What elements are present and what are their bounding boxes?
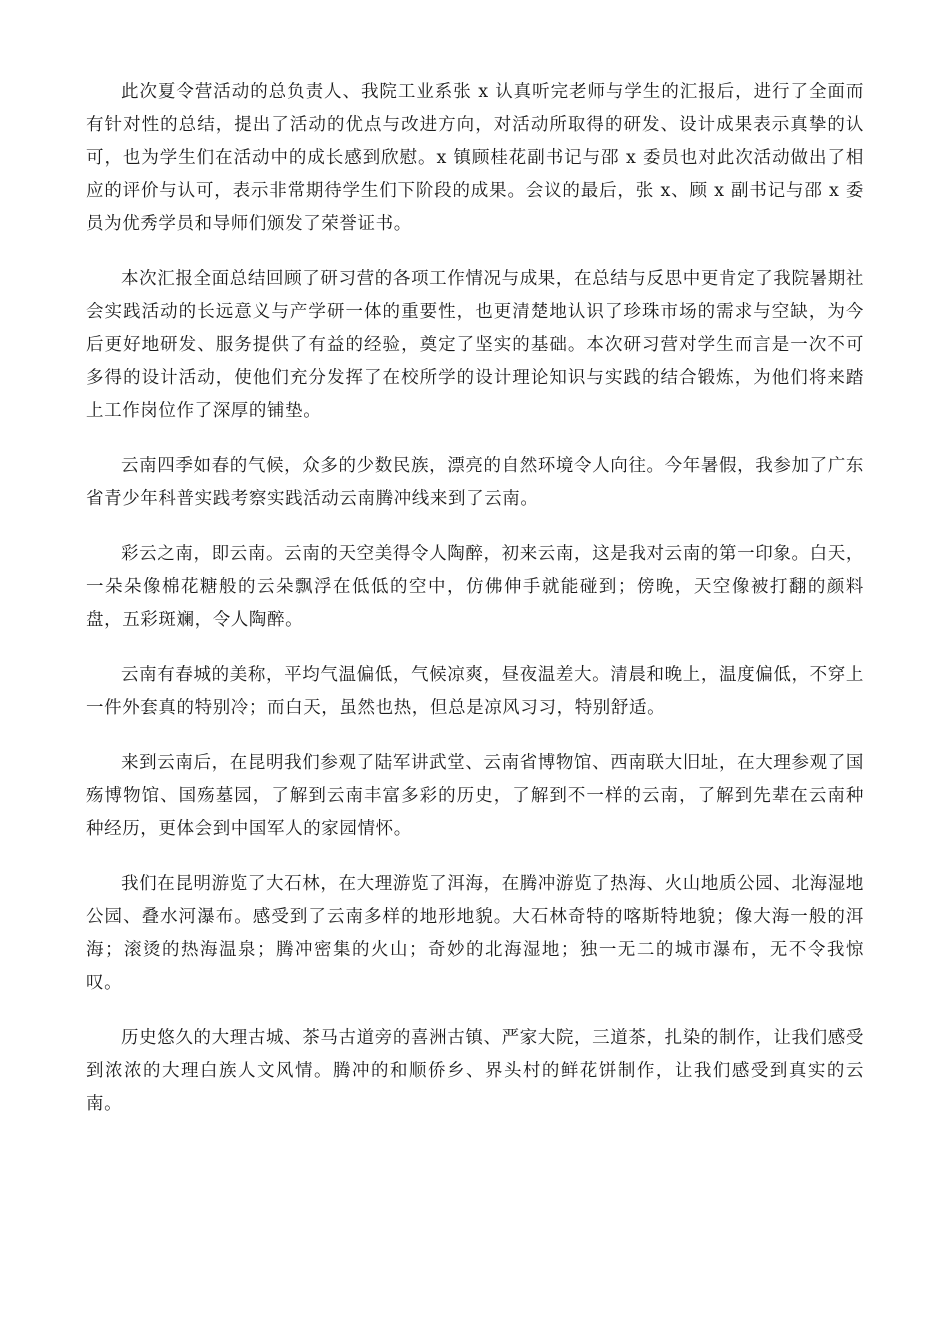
paragraph-1: 此次夏令营活动的总负责人、我院工业系张 x 认真听完老师与学生的汇报后，进行了全面而有针对性的总结，提出了活动的优点与改进方向，对活动所取得的研发、设计成果表示真挚的认可，也为学生们在活动中的成长感到欣慰。x 镇顾桂花副书记与邵 x 委员也对此次活动做出了相应的评价与认可，表示非常期待学生们下阶段的成果。会议的最后，张 x、顾 x 副书记与邵 x 委员为优秀学员和导师们颁发了荣誉证书。 [86, 82, 864, 234]
paragraph-8: 历史悠久的大理古城、茶马古道旁的喜洲古镇、严家大院，三道茶，扎染的制作，让我们感受到浓浓的大理白族人文风情。腾冲的和顺侨乡、界头村的鲜花饼制作，让我们感受到真实的云南。 [86, 1028, 864, 1114]
paragraph-3: 云南四季如春的气候，众多的少数民族，漂亮的自然环境令人向往。今年暑假，我参加了广东省青少年科普实践考察实践活动云南腾冲线来到了云南。 [86, 456, 864, 509]
paragraph-7: 我们在昆明游览了大石林，在大理游览了洱海，在腾冲游览了热海、火山地质公园、北海湿地公园、叠水河瀑布。感受到了云南多样的地形地貌。大石林奇特的喀斯特地貌；像大海一般的洱海；滚烫的热海温泉；腾冲密集的火山；奇妙的北海湿地；独一无二的城市瀑布，无不令我惊叹。 [86, 874, 864, 993]
paragraph-6: 来到云南后，在昆明我们参观了陆军讲武堂、云南省博物馆、西南联大旧址，在大理参观了国殇博物馆、国殇墓园，了解到云南丰富多彩的历史，了解到不一样的云南，了解到先辈在云南种种经历，更体会到中国军人的家园情怀。 [86, 753, 864, 839]
paragraph-4: 彩云之南，即云南。云南的天空美得令人陶醉，初来云南，这是我对云南的第一印象。白天，一朵朵像棉花糖般的云朵飘浮在低低的空中，仿佛伸手就能碰到；傍晚，天空像被打翻的颜料盘，五彩斑斓，令人陶醉。 [86, 544, 864, 630]
paragraph-2: 本次汇报全面总结回顾了研习营的各项工作情况与成果，在总结与反思中更肯定了我院暑期社会实践活动的长远意义与产学研一体的重要性，也更清楚地认识了珍珠市场的需求与空缺，为今后更好地研发、服务提供了有益的经验，奠定了坚实的基础。本次研习营对学生而言是一次不可多得的设计活动，使他们充分发挥了在校所学的设计理论知识与实践的结合锻炼，为他们将来踏上工作岗位作了深厚的铺垫。 [86, 269, 864, 421]
paragraph-5: 云南有春城的美称，平均气温偏低，气候凉爽，昼夜温差大。清晨和晚上，温度偏低，不穿上一件外套真的特别冷；而白天，虽然也热，但总是凉风习习，特别舒适。 [86, 665, 864, 718]
